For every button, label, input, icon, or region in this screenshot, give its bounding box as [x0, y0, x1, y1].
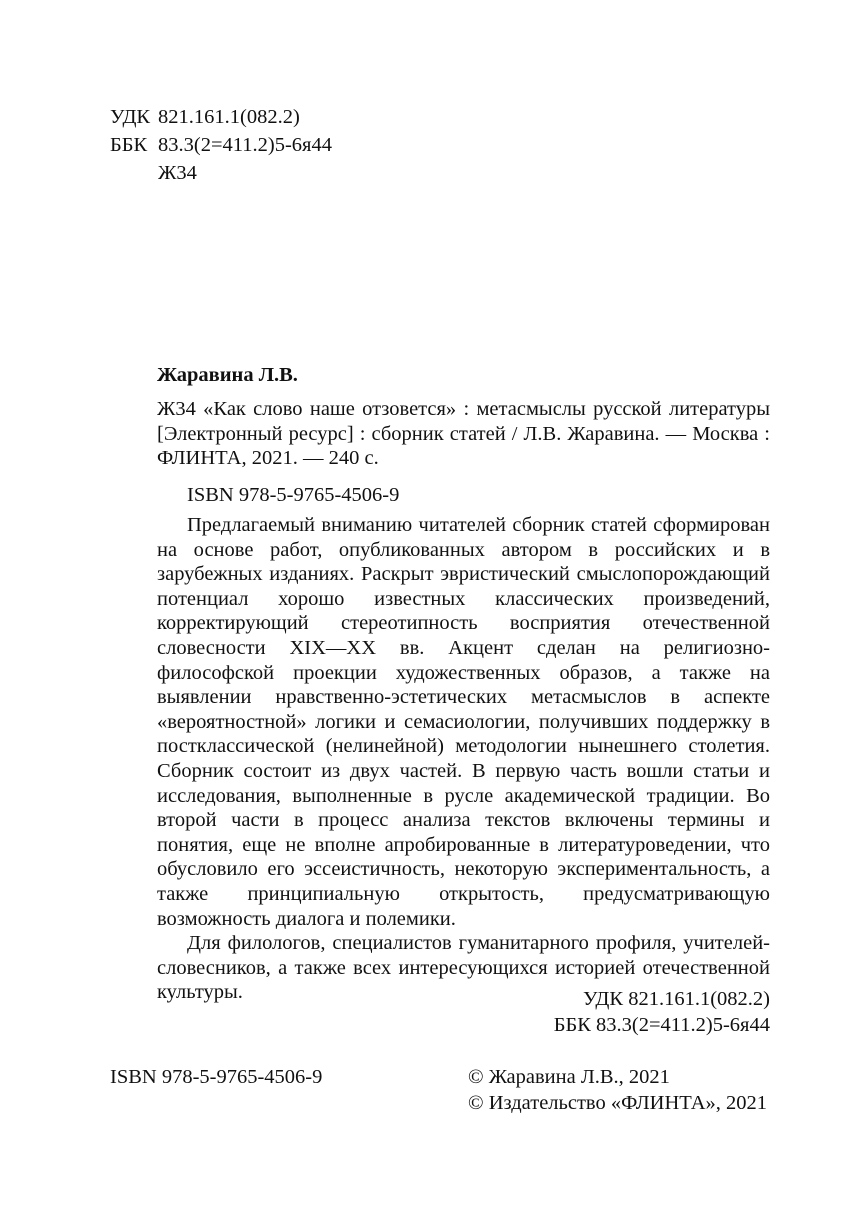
- footer-isbn: ISBN 978-5-9765-4506-9: [110, 1066, 323, 1088]
- udk-value: 821.161.1(082.2): [158, 106, 300, 128]
- udk-label: УДК: [110, 106, 151, 128]
- isbn-line: ISBN 978-5-9765-4506-9: [187, 484, 400, 506]
- udk-code-top: [110, 104, 300, 130]
- abstract-block: [157, 513, 770, 1005]
- copyright-author: © Жаравина Л.В., 2021: [468, 1066, 670, 1088]
- bbk-value: 83.3(2=411.2)5-6я44: [158, 134, 332, 156]
- audience-text: Для филологов, специалистов гуманитарного профиля, учителей-словесников, а также всех интересующихся историей отечественной культуры.: [157, 932, 770, 1004]
- bibliographic-entry: [157, 397, 770, 471]
- bibliographic-text: Ж34 «Как слово наше отзовется» : метасмыслы русской литературы [Электронный ресурс] : сборник статей / Л.В. Жаравина. — Москва : ФЛИНТА, 2021. — 240 с.: [157, 398, 770, 470]
- bbk-label: ББК: [110, 134, 148, 156]
- abstract-text: Предлагаемый вниманию читателей сборник статей сформирован на основе работ, опубликованных автором в российских и в зарубежных изданиях. Раскрыт эвристический смыслопорождающий потенциал хорошо известных классических произведений, корректирующий стереотипность восприятия отечественной словесности XIX—XX вв. Акцент сделан на религиозно-философской проекции художественных образов, а также на выявлении нравственно-эстетических метасмыслов в аспекте «вероятностной» логики и семасиологии, получивших поддержку в постклассической (нелинейной) методологии нынешнего столетия. Сборник состоит из двух частей. В первую часть вошли статьи и исследования, выполненные в русле академической традиции. Во второй части в процесс анализа текстов включены термины и понятия, еще не вполне апробированные в литературоведении, что обусловило его эссеистичность, некоторую экспериментальность, а также принципиальную открытость, предусматривающую возможность диалога и полемики.: [157, 514, 770, 930]
- author-heading: Жаравина Л.В.: [157, 364, 298, 386]
- copyright-publisher: © Издательство «ФЛИНТА», 2021: [468, 1092, 768, 1114]
- udk-code-bottom: УДК 821.161.1(082.2): [582, 988, 770, 1010]
- author-mark: Ж34: [158, 162, 197, 184]
- bbk-code-bottom: ББК 83.3(2=411.2)5-6я44: [553, 1014, 770, 1036]
- bbk-code-top: [110, 132, 332, 158]
